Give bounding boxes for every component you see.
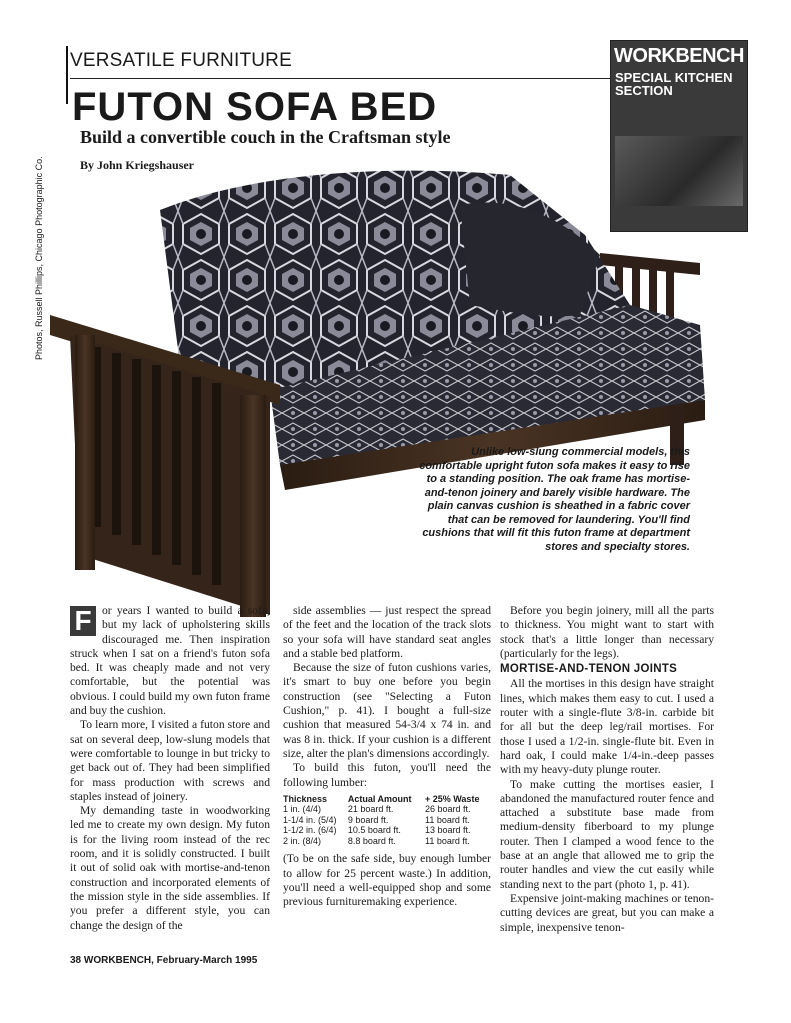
table-cell: 13 board ft. [425,825,471,836]
section-kicker: VERSATILE FURNITURE [70,50,292,71]
table-cell: 10.5 board ft. [347,825,401,836]
section-heading: MORTISE-AND-TENON JOINTS [500,663,678,676]
body-column-1 [70,604,270,933]
header-rule [70,78,610,79]
table-row [283,804,491,815]
paragraph: To make cutting the mortises easier, I abandoned the manufactured router fence and attached a substitute base made from medium-density fiberboard to my plunge router. Then I clamped a wood fence to the base at an angle that allowed me to grip the router handles and view the cut easily while standing next to the part (photo 1, p. 41). [500,777,714,891]
table-cell: 8.8 board ft. [347,835,396,846]
drop-cap: F [70,606,96,636]
table-cell: 1-1/4 in. (5/4) [283,814,337,825]
table-row [283,825,491,836]
paragraph [70,604,270,718]
photo-credit: Photos, Russell Phillips, Chicago Photographic Co. [34,156,44,360]
paragraph-text: or years I wanted to build a sofa, but my lack of upholstering skills discouraged me. Then inspiration struck when I sat on a friend's futon sofa bed. It was cheaply made and not very comfortable, but the potential was obvious. I could build my own futon frame and buy the cushion. [70,604,270,718]
paragraph: (To be on the safe side, buy enough lumber to allow for 25 percent waste.) In addition, you'll need a well-equipped shop and some previous furnituremaking experience. [283,852,491,909]
paragraph: side assemblies — just respect the spread of the feet and the location of the track slots so your sofa will have standard seat angles and a stable bed platform. [283,604,491,660]
lumber-table [283,794,491,847]
table-cell: 1 in. (4/4) [283,804,322,815]
paragraph: All the mortises in this design have straight lines, which makes them easy to cut. I used a router with a single-flute 3/8-in. carbide bit for all but the deep leg/rail mortises. For those I used a 1/2-in. single-flute bit. Even in hard oak, I could make 1/4-in.-deep passes with my heavy-duty plunge router. [500,677,714,777]
table-header-cell: Thickness [283,793,328,804]
body-column-2 [283,604,491,910]
photo-caption: Unlike low-slung commercial models, this comfortable upright futon sofa makes it easy to rise to a standing position. The oak frame has mortise-and-tenon joinery and barely visible hardware. The plain canvas cushion is sheathed in a fabric cover that can be removed for laundering. You'll find cushions that will fit this futon frame at department stores and specialty stores. [419,446,690,553]
article-title: FUTON SOFA BED [72,85,438,129]
table-header-row [283,794,491,805]
paragraph: Expensive joint-making machines or tenon-cutting devices are great, but you can make a simple, inexpensive tenon- [500,891,714,934]
page-folio: 38 WORKBENCH, February-March 1995 [70,955,258,966]
byline: By John Kriegshauser [80,158,195,172]
table-header-cell: + 25% Waste [425,793,480,804]
table-cell: 2 in. (8/4) [283,835,322,846]
table-header-cell: Actual Amount [347,793,412,804]
table-cell: 11 board ft. [425,814,470,825]
table-cell: 11 board ft. [425,835,470,846]
paragraph: To learn more, I visited a futon store and sat on several deep, low-slung models that were comfortable to lounge in but tricky to get back out of. They had been simplified for mass production with screws and staples instead of joinery. [70,718,270,803]
paragraph: To build this futon, you'll need the following lumber: [283,761,491,789]
header-rule-vertical [66,46,68,104]
paragraph: My demanding taste in woodworking led me to create my own design. My futon is for the living room instead of the rec room, and it is solidly constructed. I built it out of solid oak with mortise-and-tenon construction and incorporated elements of the mission style in the side assemblies. If you prefer a different style, you can change the design of the [70,804,270,932]
paragraph: Before you begin joinery, mill all the parts to thickness. You might want to start with stock that's a little longer than necessary (particularly for the legs). [500,604,714,660]
article-subtitle: Build a convertible couch in the Craftsman style [80,127,451,147]
table-row [283,815,491,826]
table-row [283,836,491,847]
table-cell: 1-1/2 in. (6/4) [283,825,337,836]
body-column-3 [500,604,714,935]
table-cell: 26 board ft. [425,804,471,815]
paragraph: Because the size of futon cushions varies, it's smart to buy one before you begin construction (see "Selecting a Futon Cushion," p. 41). I bought a full-size cushion that measured 54-3/4 x 74 in. and was 8 in. thick. If your cushion is a different size, alter the plan's dimensions accordingly. [283,661,491,760]
table-cell: 9 board ft. [347,814,389,825]
cover-headline: SPECIAL KITCHEN SECTION [615,70,733,98]
table-cell: 21 board ft. [347,804,394,815]
cover-masthead: WORKBENCH [614,45,744,67]
